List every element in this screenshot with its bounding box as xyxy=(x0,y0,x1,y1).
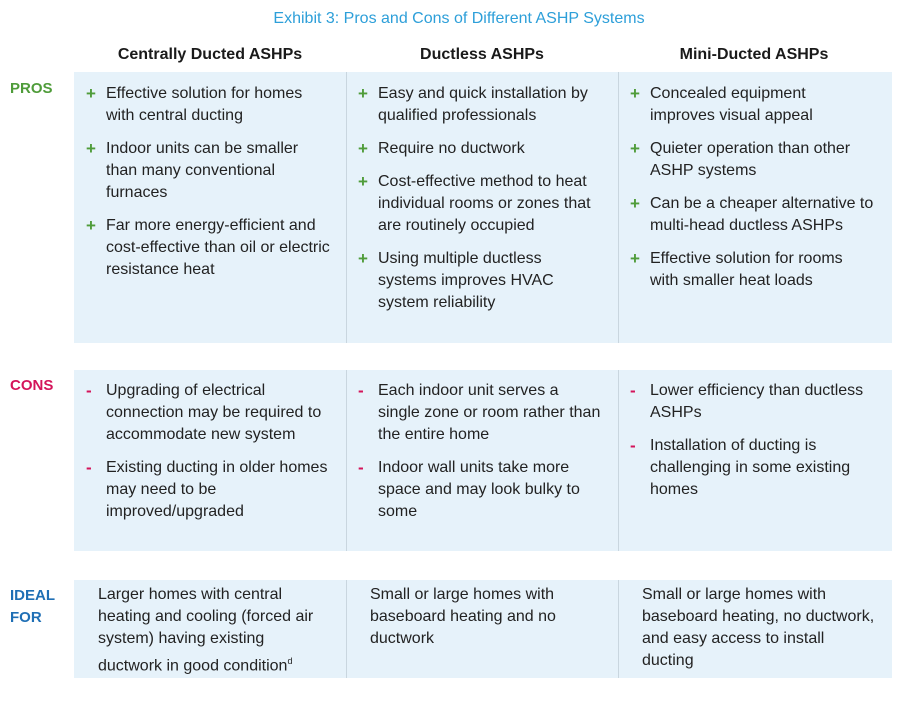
cons-item-text: Lower efficiency than ductless ASHPs xyxy=(650,382,864,421)
pros-item xyxy=(346,171,618,237)
plus-icon: + xyxy=(630,139,640,158)
pros-item-text: Quieter operation than other ASHP systems xyxy=(650,140,851,179)
plus-icon: + xyxy=(358,139,368,158)
cons-item xyxy=(618,435,890,501)
column-header-mini-ducted: Mini-Ducted ASHPs xyxy=(679,46,829,63)
row-label-cons: CONS xyxy=(10,377,54,394)
plus-icon: + xyxy=(86,216,96,235)
pros-item-text: Can be a cheaper alternative to multi-head ductless ASHPs xyxy=(650,195,874,234)
minus-icon: - xyxy=(86,381,92,400)
pros-item xyxy=(346,138,618,160)
exhibit-title: Exhibit 3: Pros and Cons of Different ASHP Systems xyxy=(273,10,645,27)
pros-item xyxy=(74,215,346,281)
plus-icon: + xyxy=(358,84,368,103)
pros-item-text: Effective solution for homes with central ducting xyxy=(106,85,303,124)
plus-icon: + xyxy=(630,84,640,103)
pros-item xyxy=(74,83,346,127)
row-label-ideal-for xyxy=(10,585,55,629)
ideal-cell-centrally-ducted xyxy=(74,584,346,677)
column-header-ductless: Ductless ASHPs xyxy=(420,46,544,63)
minus-icon: - xyxy=(86,458,92,477)
row-label-ideal-line2: FOR xyxy=(10,609,42,626)
pros-cell-mini-ducted xyxy=(618,83,890,292)
cons-cell-centrally-ducted xyxy=(74,380,346,523)
cons-item-text: Existing ducting in older homes may need to be improved/upgraded xyxy=(106,459,328,520)
row-label-pros: PROS xyxy=(10,80,53,97)
cons-item xyxy=(74,380,346,446)
pros-item-text: Concealed equipment improves visual appeal xyxy=(650,85,813,124)
cons-item xyxy=(74,457,346,523)
ideal-text-centrally-ducted: Larger homes with central heating and cooling (forced air system) having existing ductwork in good condition xyxy=(98,586,314,675)
ideal-cell-mini-ducted: Small or large homes with baseboard heating, no ductwork, and easy access to install ducting xyxy=(642,586,875,669)
minus-icon: - xyxy=(630,381,636,400)
pros-item xyxy=(346,248,618,314)
plus-icon: + xyxy=(358,249,368,268)
cons-item xyxy=(346,457,618,523)
pros-item-text: Cost-effective method to heat individual rooms or zones that are routinely occupied xyxy=(378,173,591,234)
minus-icon: - xyxy=(358,381,364,400)
pros-item xyxy=(618,248,890,292)
cons-item-text: Indoor wall units take more space and may look bulky to some xyxy=(378,459,580,520)
pros-item-text: Require no ductwork xyxy=(378,140,525,157)
pros-cell-ductless xyxy=(346,83,618,314)
cons-cell-ductless xyxy=(346,380,618,523)
ideal-cell-ductless: Small or large homes with baseboard heating and no ductwork xyxy=(370,586,556,647)
row-label-ideal-line1: IDEAL xyxy=(10,587,55,604)
cons-item xyxy=(346,380,618,446)
column-header-centrally-ducted: Centrally Ducted ASHPs xyxy=(117,46,303,63)
plus-icon: + xyxy=(358,172,368,191)
pros-item xyxy=(346,83,618,127)
pros-item-text: Using multiple ductless systems improves HVAC system reliability xyxy=(378,250,554,311)
plus-icon: + xyxy=(86,84,96,103)
cons-item-text: Each indoor unit serves a single zone or room rather than the entire home xyxy=(378,382,601,443)
pros-item xyxy=(618,193,890,237)
pros-item-text: Easy and quick installation by qualified professionals xyxy=(378,85,588,124)
cons-item-text: Upgrading of electrical connection may be required to accommodate new system xyxy=(106,382,322,443)
cons-cell-mini-ducted xyxy=(618,380,890,501)
pros-item-text: Indoor units can be smaller than many conventional furnaces xyxy=(106,140,299,201)
plus-icon: + xyxy=(630,249,640,268)
minus-icon: - xyxy=(358,458,364,477)
pros-item-text: Far more energy-efficient and cost-effective than oil or electric resistance heat xyxy=(106,217,330,278)
pros-item-text: Effective solution for rooms with smaller heat loads xyxy=(650,250,843,289)
plus-icon: + xyxy=(86,139,96,158)
minus-icon: - xyxy=(630,436,636,455)
cons-item-text: Installation of ducting is challenging in some existing homes xyxy=(650,437,851,498)
plus-icon: + xyxy=(630,194,640,213)
pros-item xyxy=(74,138,346,204)
cons-item xyxy=(618,380,890,424)
footnote-mark: d xyxy=(287,656,293,666)
pros-item xyxy=(618,138,890,182)
pros-cell-centrally-ducted xyxy=(74,83,346,281)
pros-item xyxy=(618,83,890,127)
